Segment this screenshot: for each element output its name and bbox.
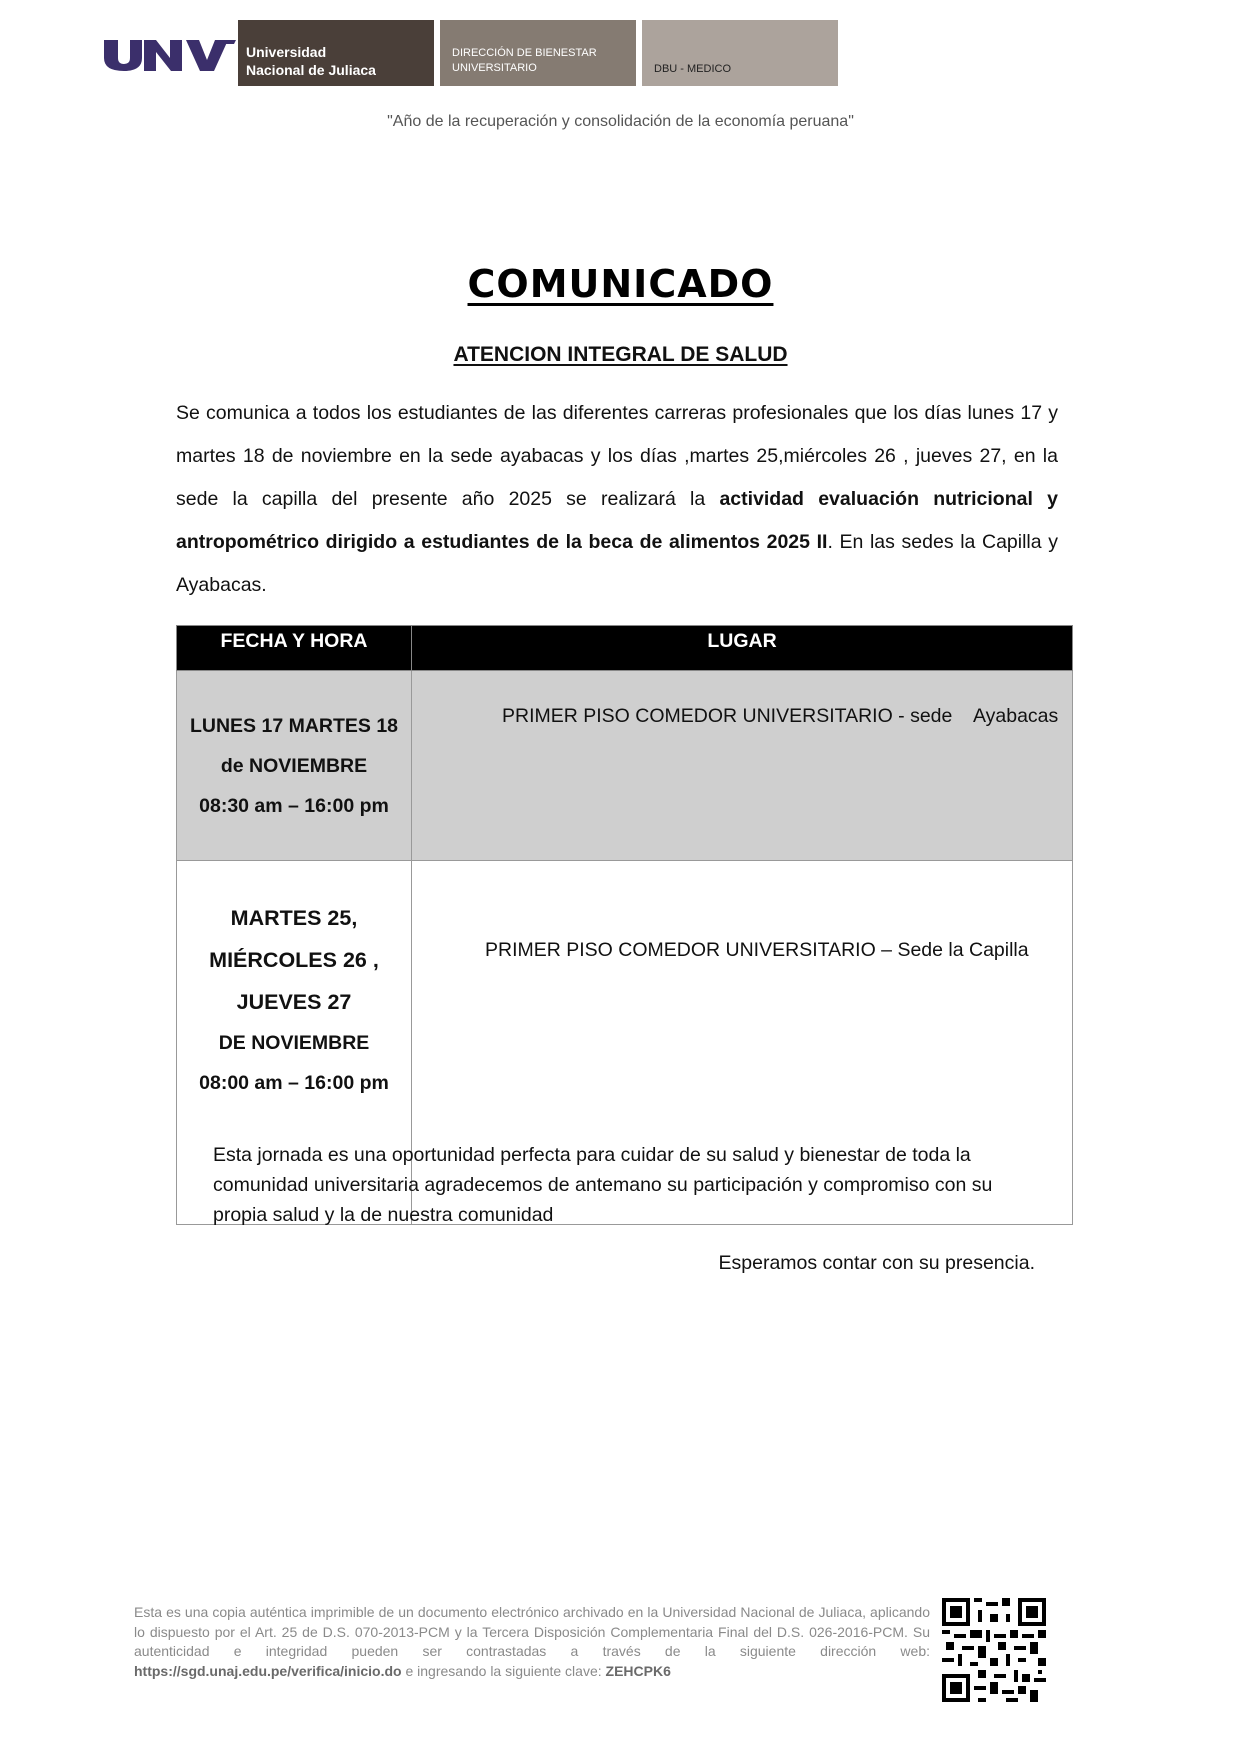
footer-mid-text: e ingresando la siguiente clave: (401, 1662, 606, 1679)
schedule-table (176, 625, 1073, 1225)
qr-code-icon (942, 1598, 1046, 1702)
document-title-wrap (0, 262, 1241, 306)
row2-date-line5: 08:00 am – 16:00 pm (199, 1072, 389, 1094)
university-name-line1: Universidad (246, 44, 327, 60)
closing-paragraph: Esta jornada es una oportunidad perfecta para cuidar de su salud y bienestar de toda la comunidad universitaria agradecemos de antemano su participación y compromiso con su propia salud y la de nuestra comunidad (213, 1144, 993, 1226)
university-name-box (238, 20, 434, 86)
announcement-paragraph (176, 392, 1058, 607)
subtitle-wrap (0, 343, 1241, 367)
row2-date-line2: MIÉRCOLES 26 , (209, 948, 379, 972)
header-location: LUGAR (412, 626, 1073, 671)
row2-date-line3: JUEVES 27 (236, 990, 352, 1014)
verification-link[interactable]: https://sgd.unaj.edu.pe/verifica/inicio.do (134, 1662, 402, 1679)
year-motto: "Año de la recuperación y consolidación de la economía peruana" (387, 113, 854, 130)
row2-date-line4: DE NOVIEMBRE (218, 1032, 370, 1054)
row1-date-line2: de NOVIEMBRE (220, 754, 368, 777)
department-box (440, 20, 636, 86)
row2-date-line1: MARTES 25, (230, 906, 358, 930)
row1-date-cell (177, 671, 412, 861)
header-date: FECHA Y HORA (177, 626, 412, 671)
department-line1: DIRECCIÓN DE BIENESTAR (452, 47, 597, 59)
department-line2: UNIVERSITARIO (452, 62, 537, 74)
row1-date-line3: 08:30 am – 16:00 pm (199, 794, 389, 817)
university-name-line2: Nacional de Juliaca (246, 62, 376, 78)
document-title: COMUNICADO (467, 262, 774, 306)
university-logo (104, 36, 236, 72)
table-header-row (177, 626, 1073, 671)
document-subtitle: ATENCION INTEGRAL DE SALUD (453, 343, 788, 366)
table-row (177, 671, 1073, 861)
row2-location: PRIMER PISO COMEDOR UNIVERSITARIO – Sede la Capilla (412, 861, 1073, 1225)
closing-thanks: Esperamos contar con su presencia. (718, 1252, 1035, 1274)
paragraph-end-text: . En las sedes la Capilla y Ayabacas. (176, 531, 1058, 596)
footer-text: Esta es una copia auténtica imprimible de un documento electrónico archivado en la Universidad Nacional de Juliaca, aplicando lo dispuesto por el Art. 25 de D.S. 070-2013-PCM y la Tercera Disposición Complementaria Final del D.S. 026-2016-PCM. Su autenticidad e integridad pueden ser contrastadas a través de la siguiente dirección web: (134, 1604, 930, 1659)
paragraph-bold-text: actividad evaluación nutricional y antropométrico dirigido a estudiantes de la beca de alimentos 2025 II (176, 488, 1058, 553)
row1-date-line1: LUNES 17 MARTES 18 (189, 714, 399, 737)
unit-label: DBU - MEDICO (654, 63, 731, 75)
paragraph-text: Se comunica a todos los estudiantes de las diferentes carreras profesionales que los días lunes 17 y martes 18 de noviembre en la sede ayabacas y los días ,martes 25,miércoles 26 , jueves 27, en la sede la capilla del presente año 2025 se realizará la (176, 402, 1058, 510)
row1-location: PRIMER PISO COMEDOR UNIVERSITARIO - sede Ayabacas (412, 671, 1073, 861)
unit-box (642, 20, 838, 86)
verification-footer (134, 1603, 930, 1681)
verification-key: ZEHCPK6 (605, 1662, 671, 1679)
